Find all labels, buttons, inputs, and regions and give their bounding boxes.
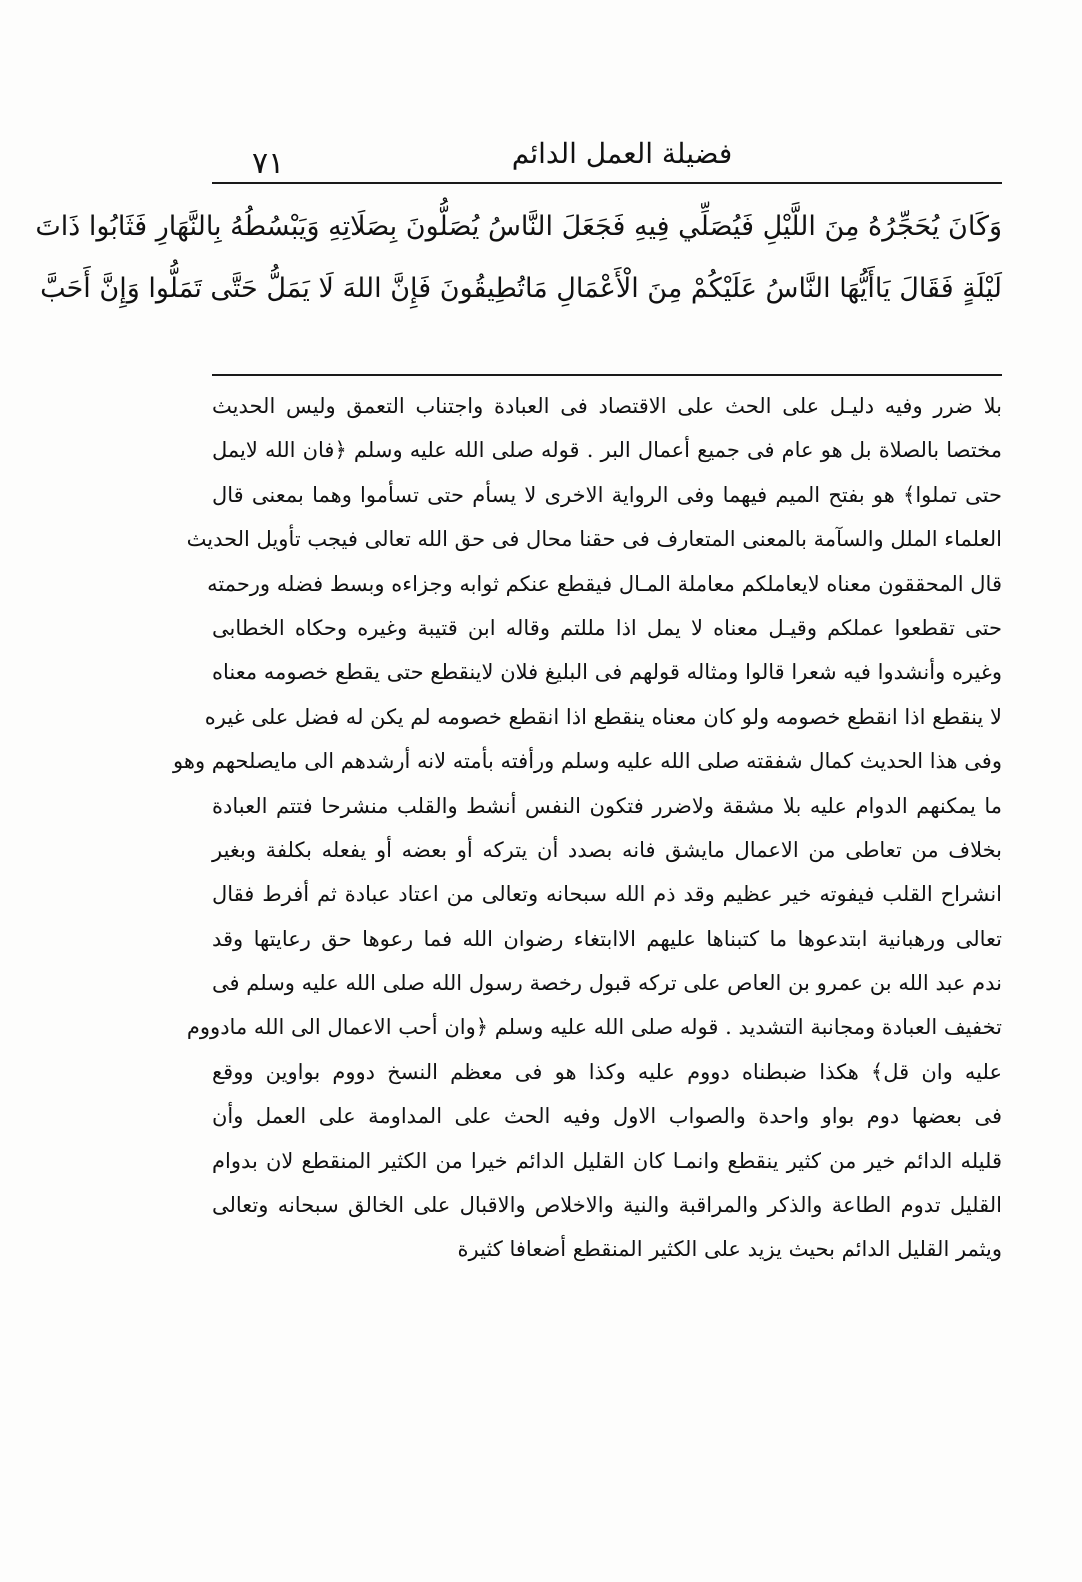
commentary-line: بخلاف من تعاطى من الاعمال مايشق فانه بصدد أن يتركه أو بعضه أو يفعله بكلفة وبغير bbox=[212, 837, 1002, 862]
commentary-line: فى بعضها دوم بواو واحدة والصواب الاول وفيه الحث على المداومة على العمل وأن bbox=[212, 1104, 1002, 1129]
hadith-line: لَيْلَةٍ فَقَالَ يَاأَيُّهَا النَّاسُ عَلَيْكُمْ مِنَ الْأَعْمَالِ مَاتُطِيقُونَ فَإِنَّ اللهَ لَا يَمَلُّ حَتَّى تَمَلُّوا وَإِنَّ أَحَبَّ bbox=[40, 273, 1002, 304]
commentary-line: حتى تقطعوا عملكم وقيـل معناه لا يمل اذا مللتم وقاله ابن قتيبة وغيره وحكاه الخطابى bbox=[212, 615, 1002, 640]
commentary-line: العلماء الملل والسآمة بالمعنى المتعارف فى حقنا محال فى حق الله تعالى فيجب تأويل الحديث bbox=[186, 527, 1002, 552]
commentary-line: عليه وان قل﴾ هكذا ضبطناه دووم عليه وكذا هو فى معظم النسخ دووم بواوين ووقع bbox=[212, 1059, 1002, 1084]
page-number: ٧١ bbox=[252, 146, 285, 181]
commentary-line: ويثمر القليل الدائم بحيث يزيد على الكثير المنقطع أضعافا كثيرة bbox=[457, 1237, 1002, 1262]
hadith-text bbox=[35, 196, 1002, 320]
commentary-line: بلا ضرر وفيه دليـل على الحث على الاقتصاد فى العبادة واجتناب التعمق وليس الحديث bbox=[212, 394, 1002, 418]
running-title: فضيلة العمل الدائم bbox=[511, 137, 733, 170]
commentary-line: وفى هذا الحديث كمال شفقته صلى الله عليه وسلم ورأفته بأمته لانه أرشدهم الى مايصلحهم وهو bbox=[173, 749, 1002, 774]
commentary-line: تخفيف العبادة ومجانبة التشديد . قوله صلى الله عليه وسلم ﴿وان أحب الاعمال الى الله مادووم bbox=[186, 1015, 1002, 1040]
commentary-line: القليل تدوم الطاعة والذكر والمراقبة والنية والاخلاص والاقبال على الخالق سبحانه وتعالى bbox=[212, 1193, 1002, 1218]
hadith-line: وَكَانَ يُحَجِّرُهُ مِنَ اللَّيْلِ فَيُصَلِّي فِيهِ فَجَعَلَ النَّاسُ يُصَلُّونَ بِصَلَاتِهِ وَيَبْسُطُهُ بِالنَّهَارِ فَثَابُوا ذَاتَ bbox=[35, 211, 1002, 242]
commentary-divider bbox=[212, 374, 1002, 376]
commentary-text bbox=[173, 384, 1002, 1272]
commentary-line: ندم عبد الله بن عمرو بن العاص على تركه قبول رخصة رسول الله صلى الله عليه وسلم فى bbox=[212, 971, 1002, 996]
commentary-line: تعالى ورهبانية ابتدعوها ما كتبناها عليهم الاابتغاء رضوان الله فما رعوها حق رعايتها وقد bbox=[212, 926, 1002, 951]
commentary-line: مختصا بالصلاة بل هو عام فى جميع أعمال البر . قوله صلى الله عليه وسلم ﴿فان الله لايمل bbox=[212, 438, 1002, 463]
commentary-line: حتى تملوا﴾ هو بفتح الميم فيهما وفى الرواية الاخرى لا يسأم حتى تسأموا وهما بمعنى قال bbox=[212, 482, 1002, 507]
page-header bbox=[212, 128, 1002, 182]
commentary-line: انشراح القلب فيفوته خير عظيم وقد ذم الله سبحانه وتعالى من اعتاد عبادة ثم أفرط فقال bbox=[212, 882, 1002, 907]
commentary-line: قليله الدائم خير من كثير ينقطع وانمـا كان القليل الدائم خيرا من الكثير المنقطع لان بدوام bbox=[212, 1148, 1002, 1173]
commentary-line: وغيره وأنشدوا فيه شعرا قالوا ومثاله قولهم فى البليغ فلان لاينقطع حتى يقطع خصومه معناه bbox=[212, 660, 1002, 685]
commentary-line: لا ينقطع اذا انقطع خصومه ولو كان معناه ينقطع اذا انقطع خصومه لم يكن له فضل على غيره bbox=[204, 704, 1002, 729]
commentary-line: ما يمكنهم الدوام عليه بلا مشقة ولاضرر فتكون النفس أنشط والقلب منشرحا فتتم العبادة bbox=[212, 793, 1002, 818]
commentary-line: قال المحققون معناه لايعاملكم معاملة المـال فيقطع عنكم ثوابه وجزاءه وبسط فضله ورحمته bbox=[207, 571, 1002, 596]
header-rule bbox=[212, 182, 1002, 184]
